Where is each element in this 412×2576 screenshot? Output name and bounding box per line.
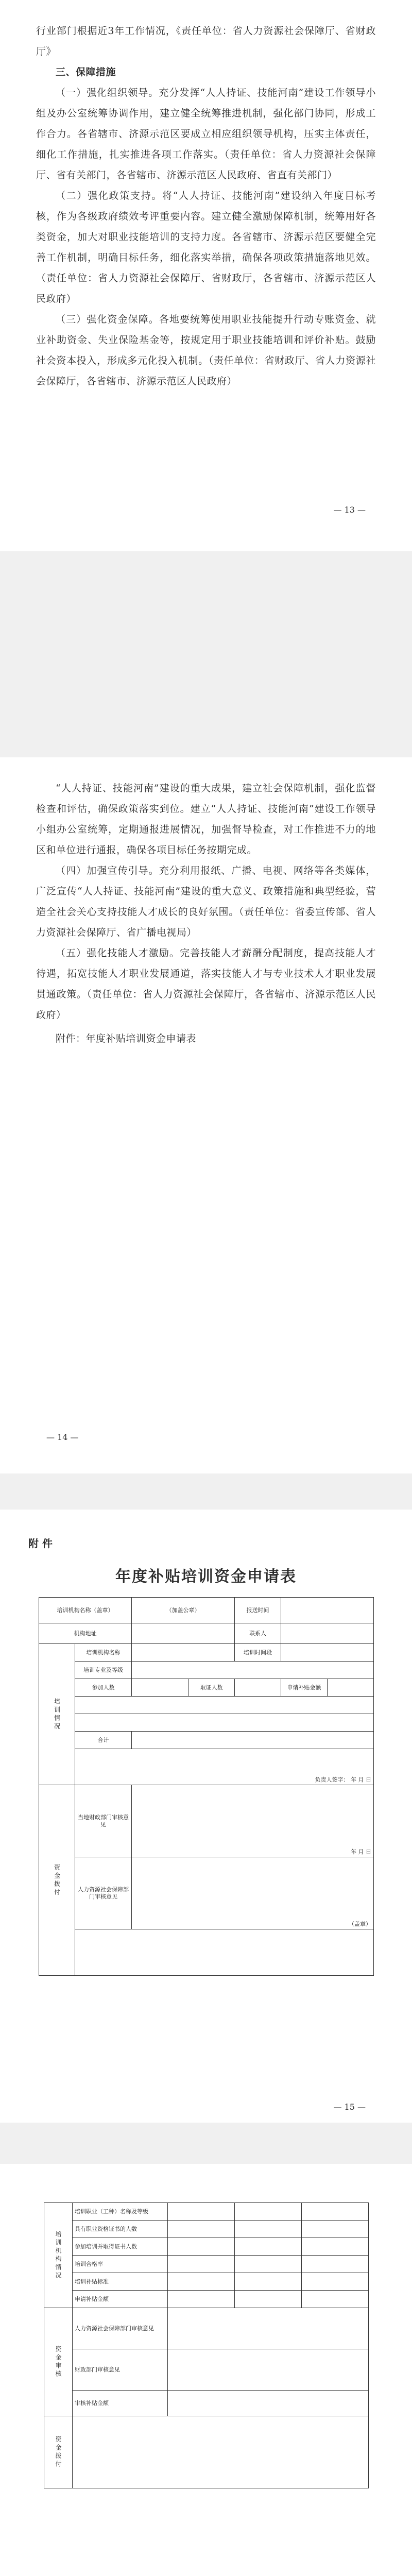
- form-value-cell: [302, 2221, 369, 2238]
- form-sign-cell: 负责人签字： 年 月 日: [75, 1749, 374, 1785]
- paragraph: 三、保障措施: [56, 66, 116, 78]
- form-value-cell: [132, 1857, 374, 1929]
- form-label-cell: 培训专业及等级: [75, 1662, 132, 1679]
- form-value-cell: [302, 2273, 369, 2291]
- form-value-cell: [132, 1679, 188, 1697]
- form-value-cell: [132, 1644, 235, 1662]
- form-value-cell: [132, 1623, 235, 1644]
- attachment-line: 附件：年度补贴培训资金申请表: [56, 1033, 197, 1044]
- date-stamp: 年 月 日: [351, 1849, 371, 1855]
- document-page-2: [0, 757, 412, 1473]
- subsidy-form-table: [39, 1597, 374, 1976]
- form-label-cell: 培训时间段: [235, 1644, 281, 1662]
- form-value-cell: [168, 2273, 235, 2291]
- form-label-cell: 联系人: [235, 1623, 281, 1644]
- form-value-cell: [302, 2256, 369, 2273]
- form-value-cell: [132, 1732, 374, 1749]
- paragraph: “人人持证、技能河南”建设的重大成果，建立社会保障机制，强化监督检查和评估，确保政策落实到位。建立“人人持证、技能河南”建设工作领导小组办公室统筹，定期通报进展情况，加强督导检查，对工作推进不力的地区和单位进行通报，确保各项目标任务按期完成。: [36, 783, 376, 856]
- page-number: — 15 —: [333, 2102, 366, 2112]
- form-value-cell: [73, 2416, 369, 2488]
- form-value-cell: [168, 2203, 235, 2221]
- form-value-cell: [168, 2221, 235, 2238]
- paragraph: （三）强化资金保障。各地要统筹使用职业技能提升行动专账资金、就业补助资金、失业保险基金等，按规定用于职业技能培训和评价补贴。鼓励社会资本投入，形成多元化投入机制。（责任单位：省财政厅、省人力资源社会保障厅，各省辖市、济源示范区人民政府）: [36, 314, 376, 387]
- form-label-cell: 当地财政部门审核意见: [75, 1785, 132, 1857]
- page-2-text: [36, 778, 376, 1025]
- form-value-cell: [168, 2238, 235, 2256]
- form-value-cell: [302, 2291, 369, 2308]
- form-value-cell: [168, 2349, 369, 2391]
- form-label-cell: 培训机构名称（盖章）: [39, 1598, 132, 1623]
- section-label-review: 资金审核: [44, 2308, 73, 2416]
- form-value-cell: [235, 2238, 302, 2256]
- form-label-cell: 申请补贴金额: [281, 1679, 328, 1697]
- attachment-label: 附 件: [28, 1537, 53, 1550]
- page-number: — 14 —: [46, 1432, 79, 1442]
- form-label-cell: 参加培训并取得证书人数: [73, 2238, 168, 2256]
- form-title: 年度补贴培训资金申请表: [115, 1568, 297, 1586]
- form-value-cell: [235, 2256, 302, 2273]
- paragraph: （一）强化组织领导。充分发挥“人人持证、技能河南”建设工作领导小组及办公室统筹协调作用，建立健全统筹推进机制，强化部门协同，形成工作合力。各省辖市、济源示范区要成立相应组织领导机构，压实主体责任，细化工作措施，扎实推进各项工作落实。（责任单位：省人力资源社会保障厅、省有关部门，各省辖市、济源示范区人民政府、省直有关部门）: [36, 87, 376, 181]
- form-label-cell: 培训补贴标准: [73, 2273, 168, 2291]
- document-page-3-form: [0, 1510, 412, 2123]
- form-label-cell: 合计: [75, 1732, 132, 1749]
- form-label-cell: 培训机构名称: [75, 1644, 132, 1662]
- subsidy-form-table-continued: [44, 2202, 369, 2488]
- form-label-cell: 取证人数: [188, 1679, 235, 1697]
- document-page-1: [0, 0, 412, 551]
- seal-note: （盖章）: [349, 1921, 371, 1927]
- form-value-cell: [168, 2256, 235, 2273]
- form-value-cell: [168, 2291, 235, 2308]
- form-value-cell: [168, 2391, 369, 2416]
- form-value-cell: [168, 2308, 369, 2349]
- form-value-cell: [235, 2221, 302, 2238]
- form-empty-cell: [75, 1929, 374, 1976]
- form-value-cell: [235, 1679, 281, 1697]
- form-value-cell: [281, 1644, 374, 1662]
- form-value-cell: [132, 1662, 374, 1679]
- section-label-training: 培训情况: [39, 1644, 75, 1785]
- section-label-institution: 培训机构情况: [44, 2203, 73, 2308]
- form-label-cell: 财政部门审核意见: [73, 2349, 168, 2391]
- form-value-cell: [235, 2273, 302, 2291]
- form-label-cell: 机构地址: [39, 1623, 132, 1644]
- form-value-cell: [132, 1785, 374, 1857]
- section-label-funding: 资金拨付: [39, 1785, 75, 1976]
- paragraph: 行业部门根据近3年工作情况，《责任单位：省人力资源社会保障厅、省财政厅》: [36, 25, 376, 57]
- paragraph: （四）加强宣传引导。充分利用报纸、广播、电视、网络等各类媒体，广泛宣传“人人持证、技能河南”建设的重大意义、政策措施和典型经验，营造全社会关心支持技能人才成长的良好氛围。（责任单位：省委宣传部、省人力资源社会保障厅、省广播电视局）: [36, 865, 376, 938]
- paragraph: （二）强化政策支持。将“人人持证、技能河南”建设纳入年度目标考核，作为各级政府绩效考评重要内容。建立健全激励保障机制，统筹用好各类资金，加大对职业技能培训的支持力度。各省辖市、济源示范区要健全完善工作机制，明确目标任务，细化落实举措，确保各项政策措施落地见效。（责任单位：省人力资源社会保障厅、省财政厅，各省辖市、济源示范区人民政府）: [36, 190, 376, 304]
- page-1-text: [36, 21, 376, 392]
- form-label-cell: 人力资源社会保障部门审核意见: [73, 2308, 168, 2349]
- form-value-cell: [281, 1623, 374, 1644]
- form-label-cell: 培训合格率: [73, 2256, 168, 2273]
- section-label-disbursement: 资金拨付: [44, 2416, 73, 2488]
- form-value-cell: （加盖公章）: [132, 1598, 235, 1623]
- form-empty-cell: [75, 1714, 374, 1732]
- form-value-cell: [302, 2203, 369, 2221]
- form-label-cell: 培训职业（工种）名称及等级: [73, 2203, 168, 2221]
- form-label-cell: 报送时间: [235, 1598, 281, 1623]
- form-value-cell: [302, 2238, 369, 2256]
- form-label-cell: 申请补贴金额: [73, 2291, 168, 2308]
- form-label-cell: 具有职业资格证书的人数: [73, 2221, 168, 2238]
- form-label-cell: 审核补贴金额: [73, 2391, 168, 2416]
- form-label-cell: 人力资源社会保障部门审核意见: [75, 1857, 132, 1929]
- form-empty-cell: [75, 1697, 374, 1714]
- form-value-cell: [281, 1598, 374, 1623]
- document-page-4-form: [0, 2164, 412, 2576]
- form-value-cell: [235, 2203, 302, 2221]
- paragraph: （五）强化技能人才激励。完善技能人才薪酬分配制度，提高技能人才待遇，拓宽技能人才职业发展通道，落实技能人才与专业技术人才职业发展贯通政策。（责任单位：省人力资源社会保障厅，各省辖市、济源示范区人民政府）: [36, 947, 376, 1021]
- form-value-cell: [235, 2291, 302, 2308]
- form-label-cell: 参加人数: [75, 1679, 132, 1697]
- page-number: — 13 —: [333, 505, 366, 515]
- form-value-cell: [328, 1679, 374, 1697]
